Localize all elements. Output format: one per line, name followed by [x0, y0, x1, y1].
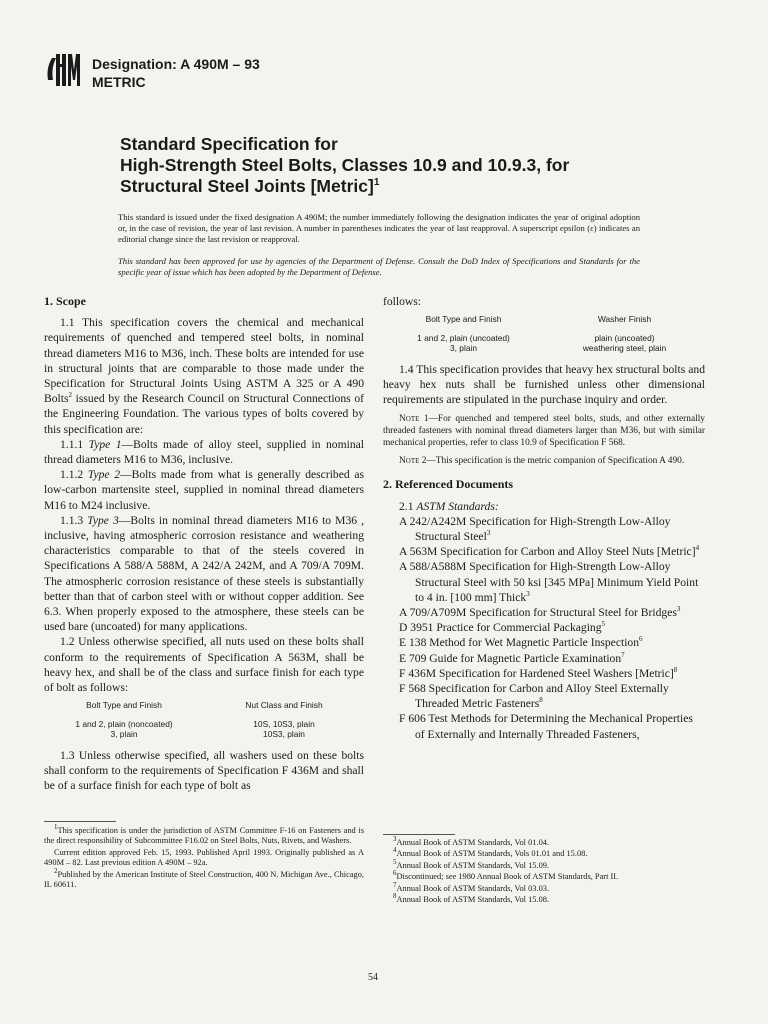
footnote: $^4$Annual Book of ASTM Standards, Vols 01.01 and 15.08. — [393, 846, 588, 859]
right-column — [383, 294, 705, 742]
paragraph-1-1-2: 1.1.2 Type 2—Bolts made from what is generally described as low-carbon martensite steel, supplied in nominal thread diameters M16 to M24 inclusive. — [44, 468, 364, 512]
metric-label: METRIC — [92, 74, 146, 90]
note-2: Note 2—This specification is the metric companion of Specification A 490. — [399, 456, 685, 467]
scope-heading: 1. Scope — [44, 294, 86, 308]
document-header — [44, 50, 444, 90]
reference-item: A 588/A588M Specification for High-Strength Low-Alloy Structural Steel with 50 ksi [345 MPa] Minimum Yield Point to 4 in. [100 mm] Thick$^3$ — [399, 560, 699, 604]
footnote-rule — [44, 821, 116, 822]
footnotes-left — [44, 823, 364, 891]
table-header: Washer Finish — [597, 314, 652, 325]
paragraph-1-1: 1.1 This specification covers the chemical and mechanical requirements of quenched and tempered steel bolts, in nominal thread diameters M16 to M36, inch. These bolts are intended for use in structural joints that are comparable to those made under the Specification for Structural Joints Using ASTM A 325 or A 490 Bolts$^2$ issued by the Research Council on Structural Connections of the Engineering Foundation. The various types of bolts covered by this specification are: — [44, 316, 364, 436]
title-footnote-ref: 1 — [373, 177, 380, 189]
document-title — [120, 134, 720, 197]
title-line-3: Structural Steel Joints [Metric] — [120, 176, 374, 196]
note-1: Note 1—For quenched and tempered steel bolts, studs, and other externally threaded fasteners with nominal thread diameters larger than M36, but with similar mechanical properties, refer to class 10.9 of Specification F 568. — [383, 414, 705, 449]
astm-standards-label: 2.1 ASTM Standards: — [399, 499, 499, 513]
paragraph-1-1-3: 1.1.3 Type 3—Bolts in nominal thread diameters M16 to M36 , inclusive, having atmospheric corrosion resistance and weathering characteristics comparable to that of the steels covered in Specifications A 588/A 588M, A 242/A 242M, and A 709/A 709M. The atmospheric corrosion resistance of these steels is substantially better than that of carbon steel with or without copper addition. See 6.3. When properly exposed to the atmosphere, these steels can be used bare (uncoated) for many applications. — [44, 513, 364, 634]
washer-finish-table — [383, 314, 705, 354]
reference-item: A 709/A709M Specification for Structural Steel for Bridges$^3$ — [399, 605, 681, 619]
table-header: Nut Class and Finish — [245, 700, 323, 711]
table-header: Bolt Type and Finish — [425, 314, 502, 325]
table-row: 3, plain weathering steel, plain — [449, 343, 667, 354]
footnote: $^7$Annual Book of ASTM Standards, Vol 03.03. — [393, 880, 550, 893]
footnote: $^5$Annual Book of ASTM Standards, Vol 15.09. — [393, 858, 550, 870]
reference-item: E 709 Guide for Magnetic Particle Examination$^7$ — [399, 650, 625, 665]
left-column — [44, 294, 364, 793]
footnote: Current edition approved Feb. 15, 1993. Published April 1993. Originally published as A 490M – 82. Last previous edition A 490M – 92a. — [44, 847, 364, 868]
footnote: $^6$Discontinued; see 1980 Annual Book of ASTM Standards, Part II. — [393, 869, 619, 882]
reference-item: F 436M Specification for Hardened Steel Washers [Metric]$^8$ — [399, 665, 678, 680]
paragraph-1-1-1: 1.1.1 Type 1—Bolts made of alloy steel, supplied in nominal thread diameters M16 to M36, inclusive. — [44, 437, 364, 467]
paragraph-1-3: 1.3 Unless otherwise specified, all washers used on these bolts shall conform to the requirements of Specification F 436M and shall be of a surface finish for each type of bolt as — [44, 748, 364, 793]
title-line-1: Standard Specification for — [120, 134, 338, 154]
astm-logo-icon — [44, 50, 84, 90]
footnote: $^8$Annual Book of ASTM Standards, Vol 15.08. — [393, 892, 550, 905]
reference-item: F 568 Specification for Carbon and Alloy Steel Externally Threaded Metric Fasteners$^8$ — [399, 681, 669, 711]
footnote: $^3$Annual Book of ASTM Standards, Vol 01.04. — [393, 835, 550, 847]
title-line-2: High-Strength Steel Bolts, Classes 10.9 and 10.9.3, for — [120, 155, 570, 175]
reference-list — [383, 514, 705, 742]
dod-notice: This standard has been approved for use by agencies of the Department of Defense. Consult the DoD Index of Specifications and Standards for the specific year of issue which has been adopted by the Department of Defense. — [118, 256, 640, 277]
table-row: 1 and 2, plain (noncoated) 10S, 10S3, plain — [75, 718, 315, 729]
reference-item: A 563M Specification for Carbon and Alloy Steel Nuts [Metric]$^4$ — [399, 544, 700, 559]
table-row: 1 and 2, plain (uncoated) plain (uncoated) — [417, 332, 655, 343]
footnote: $^1$This specification is under the jurisdiction of ASTM Committee F-16 on Fasteners and is the direct responsibility of Subcommittee F16.02 on Steel Bolts, Nuts, Rivets, and Washers. — [44, 823, 364, 846]
reference-item: D 3951 Practice for Commercial Packaging$^5$ — [399, 620, 606, 635]
paragraph-1-4: 1.4 This specification provides that heavy hex structural bolts and heavy hex nuts shall be furnished unless other dimensional requirements are stipulated in the purchase inquiry and order. — [383, 362, 705, 407]
referenced-documents-heading: 2. Referenced Documents — [383, 477, 514, 492]
footnotes-right — [383, 835, 705, 906]
reference-item: A 242/A242M Specification for High-Strength Low-Alloy Structural Steel$^3$ — [399, 514, 671, 543]
table-row: 3, plain 10S3, plain — [110, 729, 305, 740]
reference-item: E 138 Method for Wet Magnetic Particle Inspection$^6$ — [399, 635, 643, 650]
designation-text: Designation: A 490M – 93 — [92, 56, 260, 72]
table-header: Bolt Type and Finish — [86, 700, 162, 711]
page-number: 54 — [368, 972, 378, 983]
reference-item: F 606 Test Methods for Determining the Mechanical Properties of Externally and Internally Threaded Fasteners, — [399, 712, 693, 741]
nut-class-table — [44, 700, 364, 740]
designation-notice: This standard is issued under the fixed designation A 490M; the number immediately following the designation indicates the year of original adoption or, in the case of revision, the year of last revision. A number in parentheses indicates the year of last reapproval. A superscript epsilon (ε) indicates an editorial change since the last revision or reapproval. — [118, 212, 640, 244]
paragraph-1-2: 1.2 Unless otherwise specified, all nuts used on these bolts shall conform to the requirements of Specification A 563M, shall be heavy hex, and shall be of the class and surface finish for each type of bolt as follows: — [44, 635, 364, 695]
footnote: $^2$Published by the American Institute of Steel Construction, 400 N. Michigan Ave., Chicago, IL 60611. — [44, 866, 364, 890]
follows-text: follows: — [383, 295, 422, 308]
